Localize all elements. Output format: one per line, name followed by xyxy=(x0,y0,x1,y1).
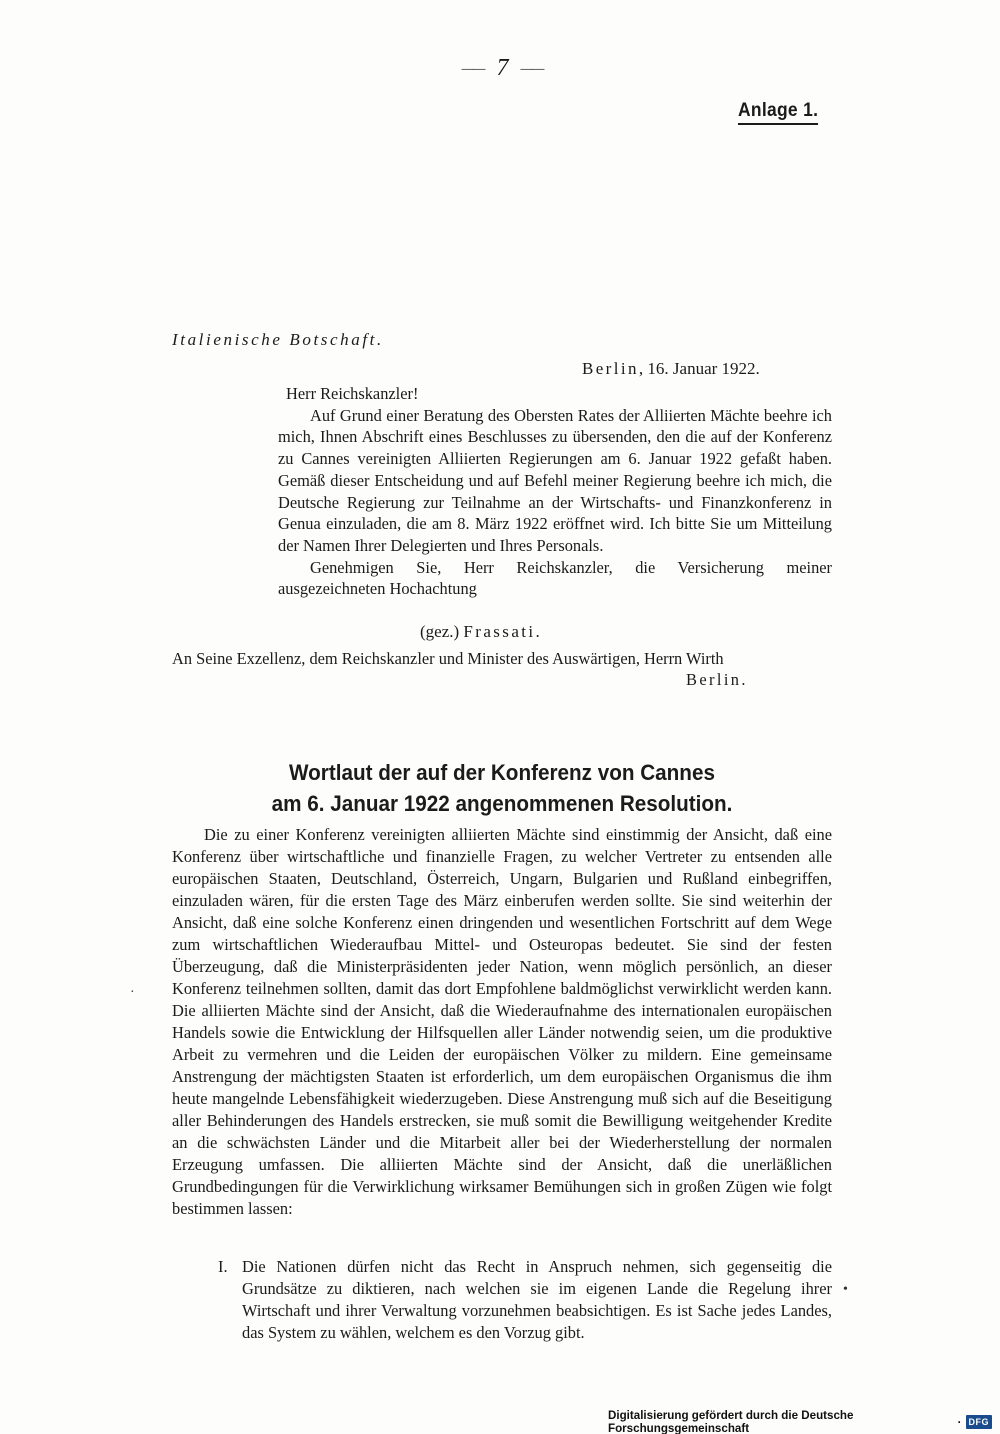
letter-sender: Italienische Botschaft. xyxy=(172,330,384,349)
dfg-logo-icon: DFG xyxy=(966,1415,993,1429)
margin-dot-icon: • xyxy=(843,1282,848,1297)
footer-separator: · xyxy=(957,1415,962,1429)
letter-date-city: Berlin xyxy=(582,359,639,378)
letter-date xyxy=(582,359,760,379)
signature-prefix: (gez.) xyxy=(420,622,460,641)
page-number-value: 7 xyxy=(496,55,509,81)
footer-text: Digitalisierung gefördert durch die Deutsche Forschungsgemeinschaft xyxy=(608,1409,854,1434)
resolution-item-number: I. xyxy=(218,1257,228,1276)
resolution-paragraph: Die zu einer Konferenz vereinigten alliierten Mächte sind einstimmig der Ansicht, daß eine Konferenz über wirtschaftliche und finanzielle Fragen, zu welcher Vertreter zu entsenden alle europäischen Staaten, Deutschland, Österreich, Ungarn, Bulgarien und Rußland einbegriffen, einzuladen wären, für die ersten Tage des März einberufen werden sollte. Sie sind weiterhin der Ansicht, daß eine solche Konferenz einen dringenden und wesentlichen Fortschritt auf dem Wege zum wirtschaftlichen Wiederaufbau Mittel- und Osteuropas bedeutet. Sie sind der festen Überzeugung, daß die Ministerpräsidenten jeder Nation, wenn möglich persönlich, an dieser Konferenz teilnehmen sollten, damit das dort Empfohlene baldmöglichst verwirklicht werden kann. Die alliierten Mächte sind der Ansicht, daß die Wiederaufnahme des internationalen europäischen Handels sowie die Entwicklung der Hilfsquellen aller Länder notwendig seien, um die produktive Arbeit zu vermehren und die Leiden der europäischen Völker zu mildern. Eine gemeinsame Anstrengung der mächtigsten Staaten ist erforderlich, um dem europäischen Organismus die ihm heute mangelnde Lebensfähigkeit wiederzugeben. Diese Anstrengung muß sich auf die Beseitigung aller Behinderungen des Handels erstrecken, sie muß somit die Bewilligung weitgehender Kredite an die schwächsten Länder und die Mitarbeit aller bei der Wiederherstellung der normalen Erzeugung umfassen. Die alliierten Mächte sind der Ansicht, daß die unerläßlichen Grundbedingungen für die Verwirklichung wirksamer Bemühungen sich in großen Zügen wie folgt bestimmen lassen: xyxy=(172,825,832,1218)
page-number-dash-left: —— xyxy=(461,61,485,77)
letter-body xyxy=(278,383,832,600)
letter-salutation: Herr Reichskanzler! xyxy=(286,384,419,403)
signature-name: Frassati. xyxy=(463,622,543,641)
letter-address: An Seine Exzellenz, dem Reichskanzler und Minister des Auswärtigen, Herrn Wirth xyxy=(172,649,724,668)
digitization-footer xyxy=(608,1409,992,1434)
resolution-heading-line-2: am 6. Januar 1922 angenommenen Resolution. xyxy=(271,791,733,816)
letter-address-city: Berlin. xyxy=(686,670,748,689)
resolution-item-text: Die Nationen dürfen nicht das Recht in Anspruch nehmen, sich gegenseitig die Grundsätze zu diktieren, nach welchen sie im eigenen Lande die Regelung ihrer Wirtschaft und ihrer Verwaltung vorzunehmen beabsichtigen. Es ist Sache jedes Landes, das System zu wählen, welchem es den Vorzug gibt. xyxy=(242,1257,832,1342)
resolution-heading xyxy=(192,757,812,819)
page-number xyxy=(455,55,550,82)
letter-closing: Genehmigen Sie, Herr Reichskanzler, die Versicherung meiner ausgezeichneten Hochachtung xyxy=(278,557,832,599)
letter-date-rest: , 16. Januar 1922. xyxy=(638,359,760,378)
resolution-item-1 xyxy=(172,1256,832,1344)
page-number-dash-right: —— xyxy=(520,61,544,77)
annex-label: Anlage 1. xyxy=(738,100,818,125)
letter-signature xyxy=(420,622,542,642)
resolution-body xyxy=(172,824,832,1220)
letter-paragraph: Auf Grund einer Beratung des Obersten Rates der Alliierten Mächte beehre ich mich, Ihnen Abschrift eines Beschlusses zu übersenden, den die auf der Konferenz zu Cannes vereinigten Alliierten Regierungen am 6. Januar 1922 gefaßt haben. Gemäß dieser Entscheidung und auf Befehl meiner Regierung beehre ich mich, die Deutsche Regierung zur Teilnahme an der Wirtschafts- und Finanzkonferenz in Genua einzuladen, die am 8. März 1922 eröffnet wird. Ich bitte Sie um Mitteilung der Namen Ihrer Delegierten und Ihres Personals. xyxy=(278,405,832,555)
resolution-heading-line-1: Wortlaut der auf der Konferenz von Cannes xyxy=(289,760,715,785)
margin-tick-icon: · xyxy=(130,985,135,1000)
